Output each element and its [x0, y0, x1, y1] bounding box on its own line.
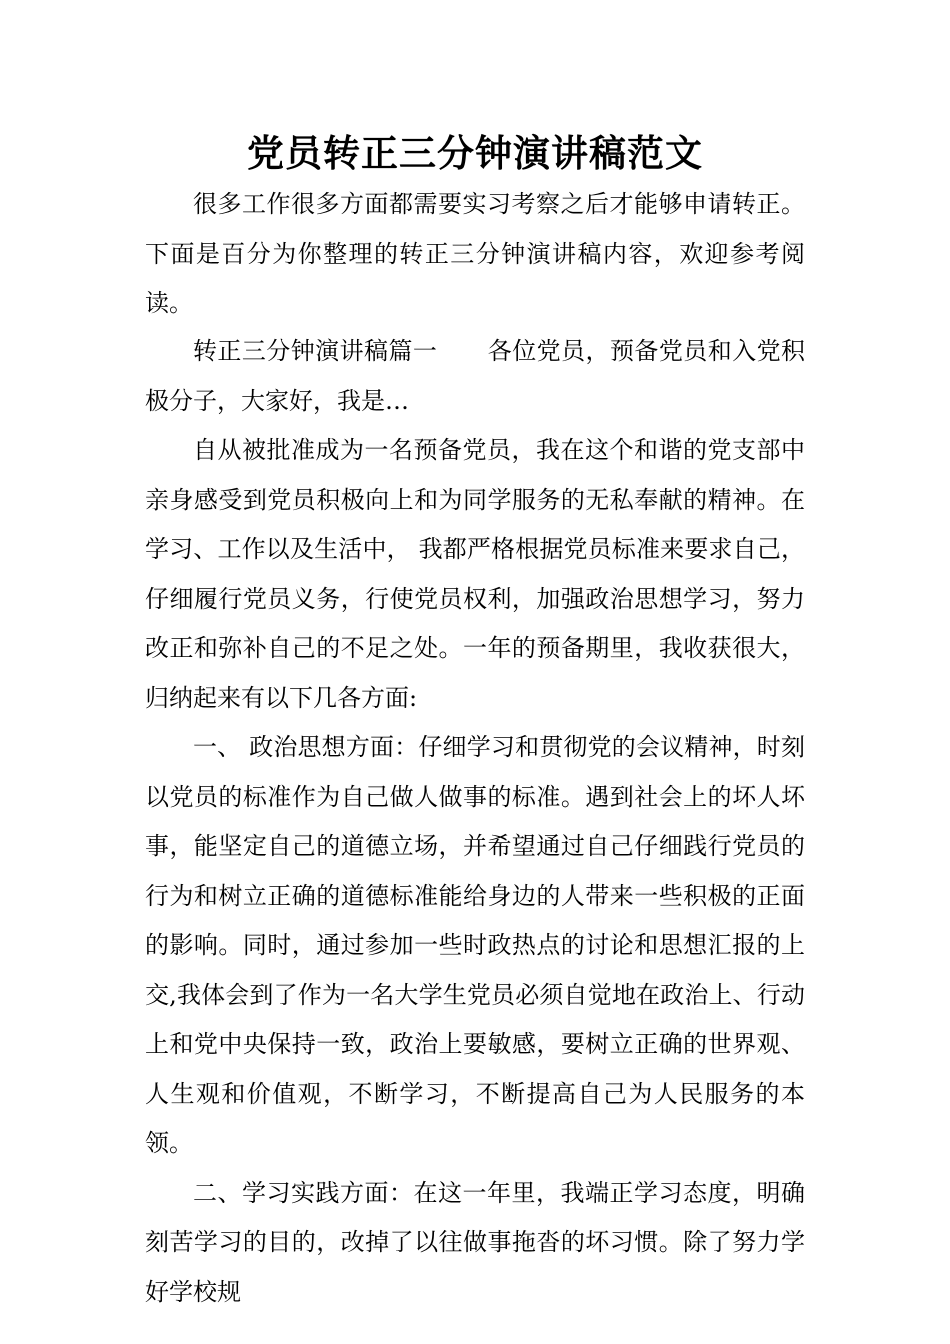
- section-heading: 转正三分钟演讲稿篇一: [193, 337, 438, 365]
- intro-paragraph: 很多工作很多方面都需要实习考察之后才能够申请转正。下面是百分为你整理的转正三分钟演讲稿内容，欢迎参考阅读。: [145, 190, 805, 317]
- body-paragraph: 一、 政治思想方面：仔细学习和贯彻党的会议精神，时刻以党员的标准作为自己做人做事的标准。遇到社会上的坏人坏事，能坚定自己的道德立场，并希望通过自己仔细践行党员的行为和树立正确的道德标准能给身边的人带来一些积极的正面的影响。同时，通过参加一些时政热点的讨论和思想汇报的上交,我体会到了作为一名大学生党员必须自觉地在政治上、行动上和党中央保持一致，政治上要敏感，要树立正确的世界观、人生观和价值观，不断学习，不断提高自己为人民服务的本领。: [145, 733, 805, 1157]
- main-body: [145, 327, 805, 1317]
- intro-block: [145, 180, 805, 329]
- body-paragraph: 二、学习实践方面：在这一年里，我端正学习态度，明确刻苦学习的目的，改掉了以往做事拖沓的坏习惯。除了努力学好学校规: [145, 1178, 805, 1306]
- document-title: 党员转正三分钟演讲稿范文: [247, 132, 703, 175]
- section-opening-paragraph: [145, 327, 805, 426]
- section-opening: 各位党员，预备党员和入党积极分子，大家好，我是…: [145, 337, 806, 415]
- body-paragraph: 自从被批准成为一名预备党员，我在这个和谐的党支部中亲身感受到党员积极向上和为同学服务的无私奉献的精神。在学习、工作以及生活中， 我都严格根据党员标准来要求自己，仔细履行党员义务，行使党员权利，加强政治思想学习，努力改正和弥补自己的不足之处。一年的预备期里，我收获很大，归纳起来有以下几各方面:: [145, 436, 805, 712]
